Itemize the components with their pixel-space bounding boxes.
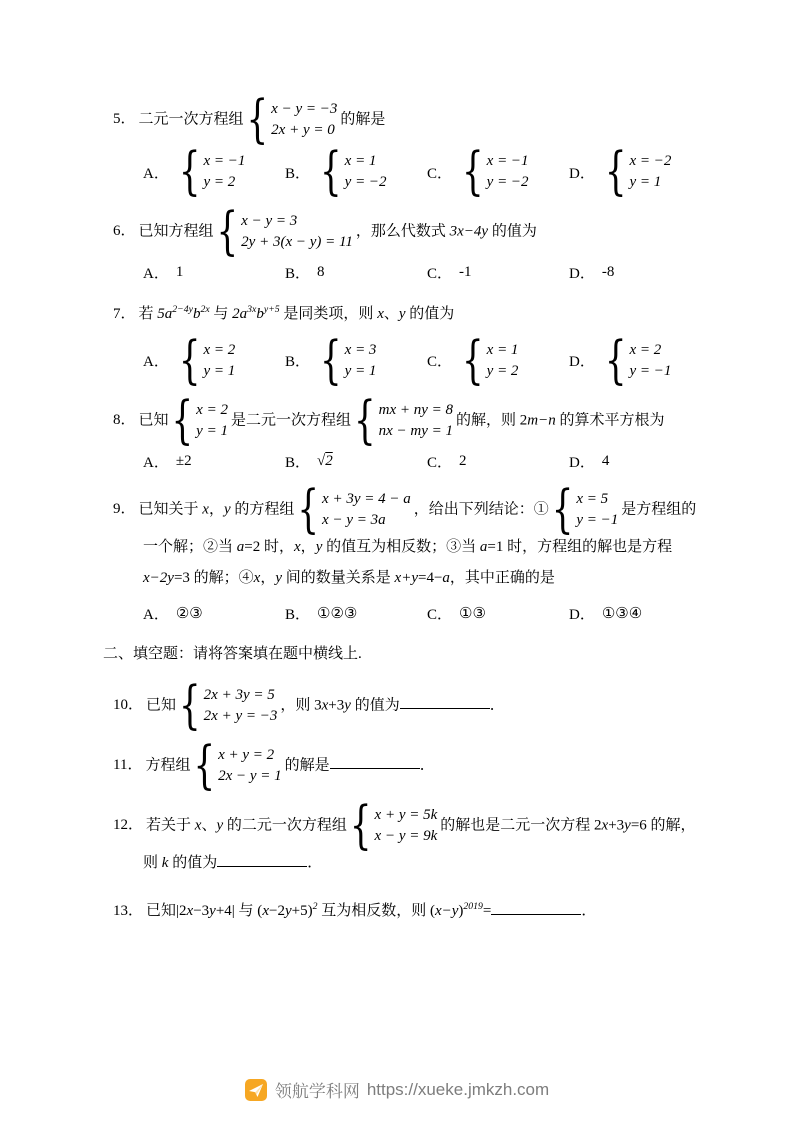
- equation-system: [178, 142, 246, 202]
- text-run: 4: [601, 452, 610, 469]
- text-run: ，给出下列结论：①: [413, 500, 549, 517]
- text-run: ，: [260, 570, 276, 586]
- question: [113, 479, 705, 624]
- option: [285, 142, 427, 202]
- option-label: A．: [143, 354, 169, 370]
- option-label: B．: [285, 454, 311, 471]
- section-header: 二、填空题：请将答案填在题中横线上.: [103, 645, 362, 662]
- option-label: D．: [569, 354, 595, 370]
- option: [285, 603, 427, 624]
- math-expression: y: [223, 500, 231, 517]
- math-expression: x: [321, 697, 329, 714]
- equation-rows: [271, 99, 337, 141]
- equation-row: x = 2: [196, 401, 228, 418]
- equation-row: y = 1: [344, 362, 377, 379]
- math-expression: b: [256, 306, 264, 322]
- text-run: ．: [307, 855, 323, 871]
- superscript: y+5: [263, 304, 280, 315]
- question-stem: [113, 896, 705, 928]
- question-stem: [113, 479, 705, 595]
- equation-rows: [345, 151, 387, 193]
- equation-row: y = 2: [203, 174, 236, 190]
- option: [569, 142, 674, 202]
- text-run: −3: [193, 902, 210, 919]
- text-run: 8: [317, 264, 325, 280]
- text-run: ，: [300, 538, 316, 555]
- answer-blank: [400, 694, 490, 710]
- equation-row: x + y = 5k: [374, 807, 438, 823]
- equation-row: x + 3y = 4 − a: [322, 490, 411, 507]
- option: [143, 142, 285, 202]
- question-stem: [113, 676, 705, 736]
- option: [427, 330, 569, 391]
- text-run: ．: [489, 697, 505, 714]
- equation-row: x − y = 3: [241, 213, 298, 229]
- option: [569, 262, 614, 283]
- option-label: B．: [285, 354, 311, 370]
- equation-row: y = −2: [344, 174, 387, 190]
- equation-row: 2x + y = −3: [203, 708, 278, 724]
- text-run: 是二元一次方程组: [230, 411, 351, 428]
- option-label: D．: [569, 606, 595, 623]
- equation-row: x = 5: [576, 490, 609, 507]
- text-run: 的解是: [340, 111, 386, 128]
- text-run: 方程组: [145, 757, 191, 774]
- left-brace-icon: {: [604, 330, 627, 391]
- option-label: B．: [285, 165, 311, 182]
- equation-rows: [322, 489, 411, 531]
- option: [569, 603, 642, 624]
- math-expression: y: [284, 902, 292, 919]
- footer-site-url: https://xueke.jmkzh.com: [366, 1079, 550, 1099]
- question-stem: [113, 736, 705, 796]
- math-expression: y: [216, 817, 224, 834]
- text-run: 的算术平方根为: [555, 411, 665, 428]
- text-run: 的值互为相反数；③当: [322, 538, 480, 555]
- text-run: ②③: [175, 605, 203, 622]
- text-run: 的解也是二元一次方程 2: [440, 817, 602, 834]
- text-run: 已知|2: [146, 902, 187, 919]
- equation-system: [216, 202, 353, 262]
- question: [113, 896, 705, 928]
- text-run: 已知方程组: [138, 223, 214, 240]
- math-expression: y: [315, 538, 323, 555]
- equation-row: y = 2: [486, 362, 519, 379]
- footer: [0, 1077, 793, 1102]
- left-brace-icon: {: [216, 202, 239, 262]
- equation-rows: [379, 400, 453, 442]
- equation-system: [462, 330, 519, 391]
- math-expression: x: [377, 306, 384, 322]
- option: [427, 451, 569, 472]
- equation-row: x − y = 9k: [374, 828, 438, 844]
- math-expression: b: [192, 306, 201, 322]
- text-run: -1: [459, 264, 472, 280]
- equation-row: y = 1: [629, 174, 662, 190]
- equation-rows: [345, 340, 377, 382]
- option-label: A．: [143, 165, 169, 182]
- equation-rows: [629, 151, 671, 193]
- option: [143, 330, 285, 391]
- equation-system: [178, 330, 236, 391]
- text-run: ，: [208, 500, 224, 517]
- equation-row: y = 1: [203, 362, 236, 379]
- math-expression: a: [479, 538, 488, 555]
- left-brace-icon: {: [462, 330, 484, 391]
- option: [569, 330, 674, 391]
- superscript: 2x: [200, 304, 210, 315]
- option: [427, 603, 569, 624]
- text-run: 与: [209, 306, 233, 322]
- questions: [103, 90, 705, 943]
- equation-rows: [218, 745, 282, 787]
- left-brace-icon: {: [193, 736, 216, 796]
- question: [113, 90, 705, 202]
- left-brace-icon: {: [246, 90, 269, 150]
- option-label: C．: [427, 266, 453, 282]
- text-run: 的值为: [405, 306, 455, 322]
- answer-blank: [491, 899, 581, 915]
- superscript: 2−4y: [172, 304, 193, 315]
- equation-row: y = −1: [576, 511, 619, 528]
- text-run: 的二元一次方程组: [223, 817, 347, 834]
- math-expression: y: [275, 570, 283, 586]
- left-brace-icon: {: [171, 390, 194, 451]
- option-label: C．: [427, 454, 453, 471]
- text-run: 的值为: [488, 223, 537, 240]
- option: [285, 330, 427, 391]
- text-run: +3: [608, 817, 625, 834]
- math-expression: a: [236, 538, 245, 555]
- options-row: [113, 142, 705, 202]
- equation-system: [179, 676, 278, 736]
- math-expression: m−n: [527, 411, 556, 428]
- text-run: −2: [268, 902, 285, 919]
- text-run: =: [482, 902, 492, 919]
- option-label: A．: [143, 454, 169, 471]
- left-brace-icon: {: [297, 479, 320, 540]
- math-expression: x: [262, 902, 269, 919]
- text-run: +3: [328, 697, 345, 714]
- math-expression: x: [601, 817, 609, 834]
- text-run: 若: [138, 306, 158, 322]
- equation-system: [193, 736, 282, 796]
- question-number: 8．: [113, 411, 136, 428]
- left-brace-icon: {: [349, 796, 372, 856]
- text-run: =1 时，方程组的解也是方程: [487, 538, 673, 555]
- text-run: =4−: [417, 570, 443, 586]
- text-run: 的解，则 2: [456, 411, 528, 428]
- option-label: B．: [285, 266, 311, 282]
- equation-row: x = 2: [629, 341, 662, 358]
- text-run: 、: [383, 306, 399, 322]
- text-run: =2 时，: [244, 538, 294, 555]
- question-number: 12．: [113, 817, 144, 834]
- options-row: [113, 330, 705, 391]
- equation-row: y = −1: [629, 362, 672, 379]
- text-run: 是方程组的一个: [143, 500, 697, 555]
- text-run: 的方程组: [230, 500, 295, 517]
- text-run: ．: [581, 902, 597, 919]
- option-label: B．: [285, 606, 311, 623]
- text-run: 二元一次方程组: [138, 111, 244, 128]
- text-run: 若关于: [146, 817, 195, 834]
- text-run: 间的数量关系是: [282, 570, 395, 586]
- options-row: [113, 603, 705, 624]
- equation-row: x = 3: [344, 341, 377, 358]
- sqrt-expression: [317, 453, 333, 470]
- math-expression: x+y: [394, 570, 418, 586]
- equation-system: [551, 479, 619, 540]
- text-run: 、: [201, 817, 217, 834]
- left-brace-icon: {: [462, 142, 484, 202]
- option: [427, 142, 569, 202]
- text-run: +4| 与 (: [215, 902, 263, 919]
- text-run: =6 的解，则: [143, 817, 696, 871]
- math-expression: x: [294, 538, 301, 555]
- equation-row: x = −1: [203, 153, 246, 169]
- equation-rows: [487, 340, 519, 382]
- superscript: 2: [312, 900, 318, 912]
- equation-row: nx − my = 1: [378, 422, 454, 439]
- text-run: 的值为: [168, 855, 218, 871]
- math-expression: y: [624, 817, 631, 834]
- equation-row: x = 1: [344, 153, 377, 169]
- text-run: ．: [419, 757, 435, 774]
- equation-row: 2x + y = 0: [271, 122, 335, 138]
- radical-sign: √: [317, 452, 326, 469]
- answer-blank: [217, 851, 307, 867]
- question-stem: [113, 202, 705, 262]
- equation-system: [462, 142, 529, 202]
- question: [113, 676, 705, 736]
- equation-row: x = 2: [203, 341, 236, 358]
- text-run: ，其中正确的是: [449, 570, 555, 586]
- question-number: 11．: [113, 757, 143, 774]
- equation-rows: [629, 340, 671, 382]
- text-run: 解；②当: [173, 538, 237, 555]
- question-number: 13．: [113, 902, 144, 919]
- options-row: [113, 451, 705, 472]
- question-number: 10．: [113, 697, 144, 714]
- question: [113, 299, 705, 391]
- text-run: ①②③: [317, 605, 358, 622]
- text-run: 已知关于: [138, 500, 203, 517]
- equation-system: [320, 142, 387, 202]
- options-row: [113, 262, 705, 283]
- equation-row: x = 1: [486, 341, 519, 358]
- option-label: D．: [569, 266, 595, 282]
- option-label: D．: [569, 165, 595, 182]
- option-label: D．: [569, 454, 595, 471]
- equation-row: 2x + 3y = 5: [203, 687, 275, 703]
- equation-row: 2x − y = 1: [218, 768, 282, 784]
- math-expression: x: [194, 817, 202, 834]
- left-brace-icon: {: [551, 479, 574, 540]
- equation-row: y = −2: [486, 174, 529, 190]
- question-number: 6．: [113, 223, 136, 240]
- equation-system: [604, 142, 672, 202]
- question-stem: [113, 90, 705, 150]
- option-label: C．: [427, 165, 453, 182]
- math-expression: 3x−4y: [449, 223, 489, 240]
- math-expression: x−2y: [143, 570, 174, 586]
- text-run: 的解是: [284, 757, 330, 774]
- text-run: 的值为: [350, 697, 400, 714]
- option: [285, 451, 427, 472]
- question: [113, 390, 705, 472]
- question: [113, 202, 705, 283]
- footer-site-name: 领航学科网: [274, 1082, 360, 1101]
- option-label: C．: [427, 606, 453, 623]
- equation-rows: [203, 340, 235, 382]
- math-expression: y: [398, 306, 406, 322]
- text-run: 解；④: [208, 570, 254, 586]
- equation-system: [171, 390, 228, 451]
- math-expression: a: [442, 570, 450, 586]
- equation-system: [246, 90, 338, 150]
- equation-row: x + y = 2: [218, 747, 275, 763]
- question-number: 7．: [113, 306, 136, 322]
- math-expression: x: [253, 570, 261, 586]
- text-run: 2: [459, 452, 467, 469]
- text-run: 已知: [138, 411, 169, 428]
- math-expression: x: [186, 902, 194, 919]
- equation-system: [604, 330, 672, 391]
- equation-row: mx + ny = 8: [378, 401, 454, 418]
- equation-rows: [375, 805, 438, 847]
- equation-system: [297, 479, 411, 540]
- math-expression: 2a: [232, 306, 248, 322]
- question-stem: [113, 796, 705, 880]
- left-brace-icon: {: [353, 390, 376, 451]
- text-run: -8: [601, 264, 615, 280]
- option: [285, 262, 427, 283]
- text-run: =3 的: [173, 570, 209, 586]
- equation-system: [349, 796, 438, 856]
- question: [113, 736, 705, 796]
- math-expression: k: [161, 855, 169, 871]
- equation-system: [320, 330, 377, 391]
- question-stem: [113, 299, 705, 331]
- math-expression: x: [202, 500, 209, 517]
- text-run: ①③: [459, 605, 486, 622]
- left-brace-icon: {: [178, 142, 201, 202]
- option-label: C．: [427, 354, 453, 370]
- text-run: ): [458, 902, 464, 919]
- equation-rows: [487, 151, 529, 193]
- option: [143, 451, 285, 472]
- question: [113, 796, 705, 880]
- math-expression: 5a: [157, 306, 173, 322]
- equation-system: [353, 390, 454, 451]
- text-run: 是同类项，则: [279, 306, 378, 322]
- superscript: 3x: [247, 304, 257, 315]
- math-expression: x−y: [434, 902, 459, 919]
- text-run: ①③④: [601, 605, 643, 622]
- option: [427, 262, 569, 283]
- text-run: 1: [175, 264, 184, 280]
- equation-rows: [204, 685, 278, 727]
- equation-rows: [203, 151, 245, 193]
- text-run: +5): [291, 902, 313, 919]
- equation-row: x = −1: [486, 153, 529, 169]
- left-brace-icon: {: [179, 676, 201, 736]
- question-number: 9．: [113, 500, 136, 517]
- equation-row: 2y + 3(x − y) = 11: [241, 234, 353, 250]
- left-brace-icon: {: [320, 142, 342, 202]
- text-run: ，那么代数式: [355, 223, 450, 240]
- math-expression: y: [344, 697, 351, 714]
- answer-blank: [330, 754, 420, 770]
- text-run: 互为相反数，则 (: [317, 902, 435, 919]
- equation-row: y = 1: [196, 422, 228, 439]
- left-brace-icon: {: [604, 142, 627, 202]
- option: [569, 451, 609, 472]
- text-run: ±2: [175, 452, 192, 469]
- superscript: 2019: [463, 900, 483, 912]
- option-label: A．: [143, 606, 169, 623]
- option: [143, 603, 285, 624]
- left-brace-icon: {: [320, 330, 342, 391]
- math-expression: y: [209, 902, 216, 919]
- radicand: 2: [325, 452, 333, 469]
- question-stem: [113, 390, 705, 451]
- option-label: A．: [143, 266, 169, 282]
- equation-rows: [196, 400, 228, 442]
- left-brace-icon: {: [178, 330, 201, 391]
- text-run: ，则 3: [280, 697, 322, 714]
- equation-rows: [576, 489, 618, 531]
- option: [143, 262, 285, 283]
- equation-row: x − y = −3: [271, 101, 338, 117]
- equation-row: x − y = 3a: [322, 511, 386, 528]
- text-run: 已知: [146, 697, 177, 714]
- site-logo-icon: [244, 1078, 268, 1102]
- question-number: 5．: [113, 111, 136, 128]
- equation-row: x = −2: [629, 153, 672, 169]
- equation-rows: [241, 211, 353, 253]
